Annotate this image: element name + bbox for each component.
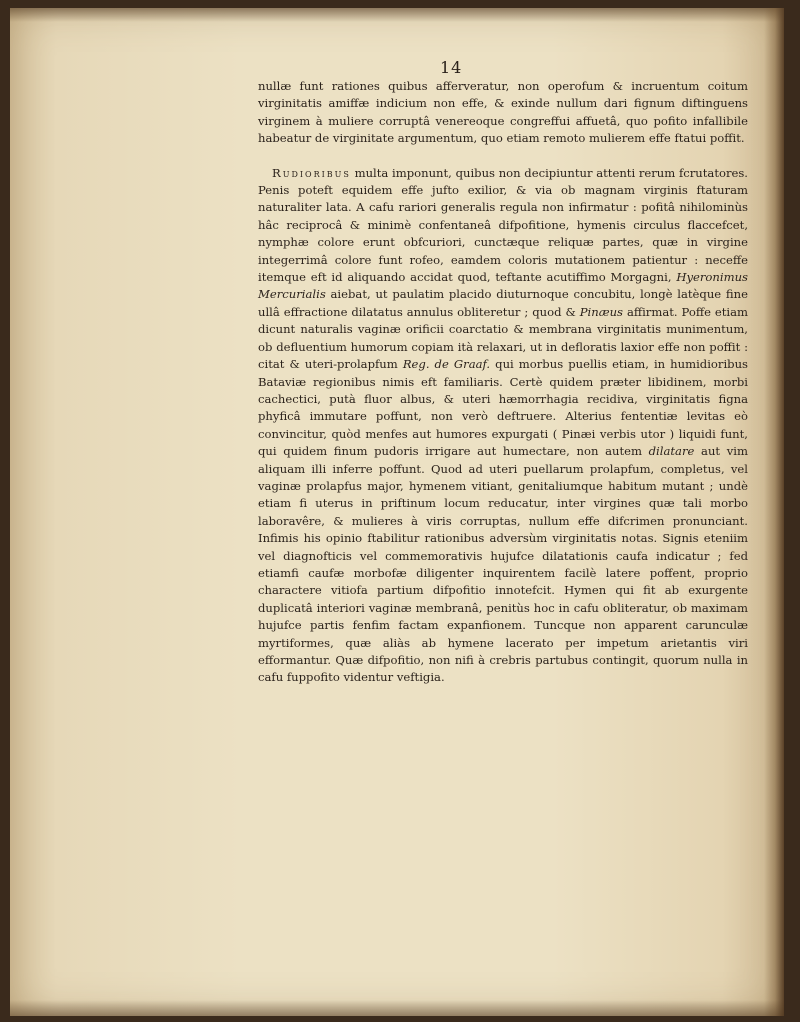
paragraph-2-text-a: multa imponunt, quibus non decipiuntur attenti rerum fcrutatores. Penis poteft equidem effe jufto exilior, & via ob magnam virginis ftaturam naturaliter lata. A cafu rariori generalis regula non infirmatur : pofitâ nihilominùs hâc reciprocâ & minimè confentaneâ difpofitione, hymenis circulus flaccefcet, nymphæ colore erunt obfcuriori, cunctæque reliquæ partes, quæ in virgine integerrimâ colore funt rofeo, eamdem coloris mutationem patientur : neceffe itemque eft id aliquando accidat quod, teftante acutiffimo Morgagni, [258,165,748,285]
paragraph-lead-word: Rudioribus [272,165,351,180]
page-gutter-shadow [764,8,784,1016]
italic-name-pinaeus: Pinæus [579,304,624,319]
page-number: 14 [440,58,463,77]
paragraph-2-text-c: affirmat. Poffe etiam dicunt naturalis vaginæ orificii coarctatio & membrana virginitatis munimentum, ob defluentium humorum copiam ità relaxari, ut in defloratis laxior effe non poffit : citat & uteri-prolapfum [258,304,748,372]
paragraph-2-text-e: aut vim aliquam illi inferre poffunt. Quod ad uteri puellarum prolapfum, completus, vel vaginæ prolapfus major, hymenem vitiant, genitaliumque habitum mutant ; undè etiam fi uterus in priftinum locum reducatur, inter virgines quæ tali morbo laboravêre, & mulieres à viris corruptas, nullum effe difcrimen pronunciant. Infimis his opinio ftabilitur rationibus adversùm virginitatis notas. Signis eteniim vel diagnofticis vel commemorativis hujufce dilatationis caufa indicatur ; fed etiamfi caufæ morbofæ diligenter inquirentem facilè latere poffent, proprio characterе vitiofa partium difpofitio innotefcit. Hymen qui fit ab exurgente duplicatâ interiori vaginæ membranâ, penitùs hoc in cafu obliteratur, ob maximam hujufce partis fenfim factam expanfionem. Tuncque non apparent carunculæ myrtiformes, quæ aliàs ab hymene lacerato per impetum arietantis viri efformantur. Quæ difpofitio, non nifi à crebris partubus contingit, quorum nulla in cafu fuppofito videntur veftigia. [258,444,748,685]
italic-citation-graaf: Reg. de Graaf. [402,357,491,372]
paragraph-1: nullæ funt rationes quibus afferveratur, non operofum & incruentum coitum virginitatis amiffæ indicium non effe, & exinde nullum dari fignum diftinguens virginem à muliere corruptâ venereoque congreffui affuetâ, quo pofito infallibile habeatur de virginitate argumentum, quo etiam remoto mulierem effe ftatui poffit. [258,79,748,146]
paragraph-2-text-d: qui morbus puellis etiam, in humidioribus Bataviæ regionibus nimis eft familiaris. Certè quidem præter libidinem, morbi cachectici, putà fluor albus, & uteri hæmorrhagia recidiva, virginitatis figna phyficâ immutare poffunt, non verò deftruere. Alterius fententiæ levitas eò convincitur, quòd menfes aut humores expurgati ( Pinæi verbis utor ) liquidi funt, qui quidem finum pudoris irrigare aut humectare, non autem [258,357,749,459]
italic-name-mercurialis: Hyeronimus Mercurialis [258,270,748,302]
paragraph-2 [258,165,748,687]
italic-word-dilatare: dilatare [648,444,695,459]
body-text [258,78,748,687]
paragraph-2-text-b: aiebat, ut paulatim placido diuturnoque concubitu, longè latèque fine ullâ effractione dilatatus annulus obliteretur ; quod & [258,287,748,319]
book-page [10,8,784,1016]
